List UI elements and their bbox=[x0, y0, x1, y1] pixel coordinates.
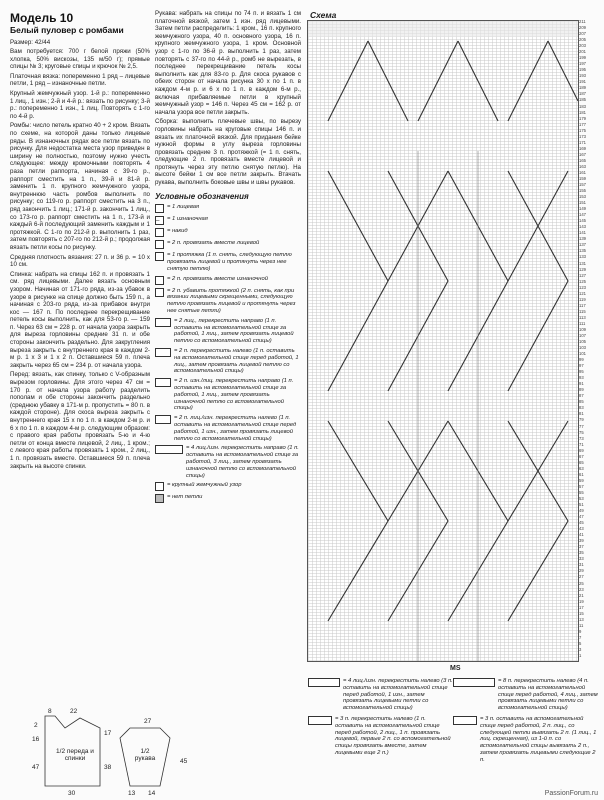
row-number: 1 bbox=[579, 652, 582, 658]
row-number: 41 bbox=[579, 532, 584, 538]
legend-item bbox=[155, 216, 301, 225]
legend-text: = 2 п. перекрестить налево (1 п. оставить на вспомогательной спице перед работой, 1 лиц., затем провязать лицевой петлю со вспомогательной спицы) bbox=[174, 348, 299, 375]
row-number: 63 bbox=[579, 465, 584, 471]
row-number: 13 bbox=[579, 616, 584, 622]
instruction-paragraph: Размер: 42/44 bbox=[10, 38, 51, 46]
row-number: 79 bbox=[579, 417, 584, 423]
row-number: 173 bbox=[579, 133, 586, 139]
row-number: 159 bbox=[579, 175, 586, 181]
row-number: 175 bbox=[579, 127, 586, 133]
legend-text: = 3 п. перекрестить налево (1 п. оставить на вспомогательной спице перед работой, 2 лиц., 1 п. провязать лицевой, первые 2 п. со вспомогательной спицы провязать вместе, затем лицевыми еще 2 п.) bbox=[335, 715, 451, 756]
purl-knit-cross-right-symbol-icon bbox=[155, 378, 171, 387]
eight-stitch-cross-symbol-icon bbox=[453, 678, 495, 687]
row-number: 65 bbox=[579, 459, 584, 465]
row-number: 61 bbox=[579, 471, 584, 477]
row-number: 5 bbox=[579, 640, 582, 646]
sleeve-label: 1/2 рукава bbox=[134, 748, 156, 762]
instruction-paragraph: Платочная вязка: попеременно 1 ряд – лицевые петли, 1 ряд – изнаночные петли. bbox=[10, 72, 150, 88]
legend-item bbox=[155, 228, 301, 237]
instruction-paragraph: Крупный жемчужный узор. 1-й р.: попеременно 1 лиц., 1 изн.; 2-й и 4-й р.: вязать по рисунку; 3-й р.: попеременно 1 изн., 1 лиц. Повторять с 1-го по 4-й р. bbox=[10, 90, 150, 120]
front-back-label: 1/2 переда и спинки bbox=[56, 748, 94, 762]
row-number: 183 bbox=[579, 103, 586, 109]
row-number: 23 bbox=[579, 586, 584, 592]
row-number: 55 bbox=[579, 489, 584, 495]
dimension-label: 16 bbox=[32, 736, 40, 743]
seed-stitch-symbol-icon bbox=[155, 482, 164, 491]
row-number: 121 bbox=[579, 290, 586, 296]
dimension-label: 14 bbox=[148, 790, 156, 797]
row-number: 11 bbox=[579, 622, 584, 628]
increase-cross-symbol-icon bbox=[453, 716, 477, 725]
legend-text: = накид bbox=[167, 228, 188, 235]
legend-item bbox=[308, 716, 453, 764]
instruction-paragraph: Сборка: выполнить плечевые швы, по вырезу горловины набрать на круговые спицы 146 п. и вязать их платочной вязкой. Для придания бейке нужной формы в углу выреза горловины провязать средние 3 п. протяжкой (= 1 п. снять, следующие 2 п. провязать вместе лицевой и протянуть через эту петлю снятую петлю). На высоте бейки 1 см все петли закрыть. Втачать рукава, выполнить боковые швы и швы рукавов. bbox=[155, 118, 301, 187]
legend-item bbox=[453, 716, 598, 764]
four-stitch-cross-left-symbol-icon bbox=[308, 678, 340, 687]
row-number: 77 bbox=[579, 423, 584, 429]
middle-stitch-label: MS bbox=[450, 665, 461, 672]
row-number: 99 bbox=[579, 357, 584, 363]
legend-item bbox=[155, 204, 301, 213]
row-number: 27 bbox=[579, 574, 584, 580]
legend-item bbox=[155, 276, 301, 285]
row-number: 113 bbox=[579, 314, 586, 320]
row-number: 165 bbox=[579, 157, 586, 163]
dimension-label: 30 bbox=[68, 790, 76, 797]
bottom-legend bbox=[308, 678, 598, 768]
dimension-label: 38 bbox=[104, 764, 112, 771]
row-number: 9 bbox=[579, 628, 582, 634]
dimension-label: 2 bbox=[34, 722, 38, 729]
legend-item bbox=[155, 494, 301, 503]
legend-item bbox=[453, 678, 598, 712]
instructions-column-2 bbox=[155, 10, 301, 506]
row-number: 29 bbox=[579, 568, 584, 574]
double-decrease-symbol-icon bbox=[155, 288, 164, 297]
row-number: 51 bbox=[579, 502, 584, 508]
legend-item bbox=[155, 252, 301, 272]
legend-text: = крупный жемчужный узор bbox=[167, 482, 242, 489]
legend-text: = 1 изнаночная bbox=[167, 216, 208, 223]
slip-decrease-symbol-icon bbox=[155, 252, 164, 261]
row-number: 67 bbox=[579, 453, 584, 459]
cross-left-symbol-icon bbox=[155, 348, 171, 357]
row-number: 197 bbox=[579, 61, 586, 67]
knit-symbol-icon bbox=[155, 204, 164, 213]
row-number: 59 bbox=[579, 477, 584, 483]
row-number: 157 bbox=[579, 182, 586, 188]
legend-text: = 2 п. лиц./изн. перекрестить налево (1 п. оставить на вспомогательной спице перед работой, 1 изн., затем провязать лицевой петлю со вспомогательной спицы) bbox=[174, 415, 297, 442]
dimension-label: 17 bbox=[104, 730, 112, 737]
k2tog-symbol-icon bbox=[155, 240, 164, 249]
row-number: 189 bbox=[579, 85, 586, 91]
row-number: 185 bbox=[579, 97, 586, 103]
row-number: 151 bbox=[579, 200, 586, 206]
row-number: 131 bbox=[579, 260, 586, 266]
row-number: 155 bbox=[579, 188, 586, 194]
legend-text: = 4 лиц./изн. перекрестить направо (1 п. оставить на вспомогательной спице за работой, 3 лиц., затем провязать изнаночной петлю со вспомогательной спицы) bbox=[186, 445, 299, 479]
instruction-paragraph: Спинка: набрать на спицы 162 п. и провязать 1 см. ряд лицевыми. Далее вязать основным узором. Начиная от 171-го ряда, из-за убавок в узоре в рисунке на спице должно быть 159 п., а начиная с 203-го ряда, из-за прибавок внутри кос — 167 п. По последнее перекрещивание петель косы выполнить, как для 53-го р. — 159 п. Через 63 см = 228 р. от начала узора закрыть для выреза горловины средние 31 п. и обе стороны закончить раздельно. Для закругления выреза закрыть с внутреннего края в каждом 2-м р. 1 х 3 и 1 х 2 п. Оставшиеся 59 п. плеча закрыть через 65 см = 234 р. от начала узора. bbox=[10, 270, 150, 369]
row-number: 81 bbox=[579, 411, 584, 417]
legend-text: = нет петли bbox=[167, 494, 203, 501]
legend-text: = 2 лиц., перекрестить направо (1 п. оставить на вспомогательной спице за работой, 1 лиц., затем провязать лицевой петлю со вспомогательной спицы) bbox=[174, 317, 294, 345]
schematic-drawing bbox=[10, 708, 200, 798]
purl-symbol-icon: – bbox=[155, 216, 164, 225]
three-stitch-cross-symbol-icon bbox=[308, 716, 332, 725]
dimension-label: 47 bbox=[32, 764, 40, 771]
row-number: 101 bbox=[579, 351, 586, 357]
row-number: 191 bbox=[579, 79, 586, 85]
row-number: 111 bbox=[579, 320, 586, 326]
diamond-pattern bbox=[308, 21, 578, 661]
row-number: 149 bbox=[579, 206, 586, 212]
row-number: 35 bbox=[579, 550, 584, 556]
row-number: 53 bbox=[579, 495, 584, 501]
row-number: 73 bbox=[579, 435, 584, 441]
row-number: 19 bbox=[579, 598, 584, 604]
row-number: 145 bbox=[579, 218, 586, 224]
dimension-label: 45 bbox=[180, 758, 188, 765]
chart-title: Схема bbox=[310, 10, 337, 20]
legend-item bbox=[155, 378, 301, 412]
dimension-label: 22 bbox=[70, 708, 78, 715]
row-number: 71 bbox=[579, 441, 584, 447]
instruction-paragraph: Перед: вязать, как спинку, только с V-образным вырезом горловины. Для этого через 47 см = 170 р. от начала узора работу разделить пополам и обе стороны закончить раздельно (среднюю убавку в 171-м р. пропустить = 80 п. в каждой стороне). Для скоса выреза закрыть с внутреннего края 15 х по 1 п. в каждом 2-м р. и 6 х по 1 п. в каждом 4-м р. следующим образом: с правого края работы провязать 5-ю и 4-ю петли от конца вместе лицевой, 2 лиц., 1 кром.; с левого края работы провязать 1 кром., 2 лиц., 1 п. провязать вместе. Оставшиеся 59 п. плеча закрыть на высоте спинки. bbox=[10, 371, 150, 470]
instruction-paragraph: Вам потребуется: 700 г белой пряжи (50% хлопка, 50% вискозы, 135 м/50 г); прямые спицы № 3; круговые спицы и крючок № 2,5. bbox=[10, 48, 150, 71]
row-number: 45 bbox=[579, 520, 584, 526]
row-number: 117 bbox=[579, 302, 586, 308]
yarn-over-symbol-icon bbox=[155, 228, 164, 237]
row-number: 115 bbox=[579, 308, 586, 314]
instructions-column-1 bbox=[10, 12, 150, 472]
row-number: 129 bbox=[579, 266, 586, 272]
row-number: 83 bbox=[579, 405, 584, 411]
row-number: 17 bbox=[579, 604, 584, 610]
legend-item bbox=[155, 445, 301, 479]
row-number: 15 bbox=[579, 610, 584, 616]
row-number: 139 bbox=[579, 236, 586, 242]
row-number: 141 bbox=[579, 230, 586, 236]
row-number: 167 bbox=[579, 151, 586, 157]
instruction-paragraph: Ромбы: число петель кратно 40 + 2 кром. Вязать по схеме, на которой даны только лицевые ряды. В изнаночных рядах все петли вязать по рисунку. Для недостатка места узор приведен в ширину не полностью, поэтому нужно учесть следующее: между кромочными повторять 4 раза петли раппорта, начиная с 39-го р., раппорт сместить на 1 п., 39-й и 81-й р. заменить 1 п. крупного жемчужного узора, внутреннюю часть ромбов выполнить по рисунку; со 119-го р. раппорт сместить на 3 п., ряд закончить 1 лиц.; 171-й р. закончить 1 лиц., со 173-го р. раппорт сместить на 1 п., 173-й и каждый 6-й последующий заменить каждым и 1 протяжкой. С 1-го по 212-й р. выполнить 1 раз, затем повторять с 207-го по 212-й р.; продолжая вязать петли косы по рисунку. bbox=[10, 122, 150, 251]
row-number: 33 bbox=[579, 556, 584, 562]
row-number: 25 bbox=[579, 580, 584, 586]
row-number: 91 bbox=[579, 381, 584, 387]
legend-item bbox=[155, 240, 301, 249]
row-number: 75 bbox=[579, 429, 584, 435]
cross-right-symbol-icon bbox=[155, 318, 171, 327]
row-number: 69 bbox=[579, 447, 584, 453]
row-number: 39 bbox=[579, 538, 584, 544]
row-number: 199 bbox=[579, 55, 586, 61]
row-number: 135 bbox=[579, 248, 586, 254]
legend-text: = 2 п. убавить протяжкой (2 п. снять, как при вязании лицевыми скрещенными, следующую петлю провязать лицевой и протянуть через нее снятые петли) bbox=[167, 287, 296, 315]
dimension-label: 27 bbox=[144, 718, 152, 725]
legend-text: = 2 п. изн./лиц. перекрестить направо (1 п. оставить на вспомогательной спице за работой, 1 лиц., затем провязать изнаночной петлю со вспомогательной спицы) bbox=[174, 378, 294, 412]
row-number: 87 bbox=[579, 393, 584, 399]
instruction-paragraph: Средняя плотность вязания: 27 п. и 36 р. = 10 х 10 см. bbox=[10, 253, 150, 269]
knit-purl-cross-left-symbol-icon bbox=[155, 415, 171, 424]
row-number: 119 bbox=[579, 296, 586, 302]
legend-text: = 1 протяжка (1 п. снять, следующую петлю провязать лицевой и протянуть через нее снятую петлю) bbox=[167, 252, 292, 272]
legend-item bbox=[155, 288, 301, 315]
legend-text: = 2 п. провязать вместе лицевой bbox=[167, 240, 260, 247]
legend-item bbox=[155, 318, 301, 345]
garment-schematic bbox=[10, 708, 200, 798]
no-stitch-symbol-icon bbox=[155, 494, 164, 503]
row-number: 193 bbox=[579, 73, 586, 79]
row-number: 143 bbox=[579, 224, 586, 230]
legend-text: = 2 п. провязать вместе изнаночной bbox=[167, 275, 268, 282]
row-number: 47 bbox=[579, 514, 584, 520]
row-number: 201 bbox=[579, 49, 586, 55]
row-number: 133 bbox=[579, 254, 586, 260]
row-number: 171 bbox=[579, 139, 586, 145]
row-number: 95 bbox=[579, 369, 584, 375]
row-number: 93 bbox=[579, 375, 584, 381]
row-number: 105 bbox=[579, 339, 586, 344]
row-number: 57 bbox=[579, 483, 584, 489]
legend-item bbox=[155, 415, 301, 442]
dimension-label: 8 bbox=[48, 708, 52, 715]
row-number: 207 bbox=[579, 31, 586, 37]
row-number: 97 bbox=[579, 363, 584, 369]
row-number: 169 bbox=[579, 145, 586, 151]
model-subtitle: Белый пуловер с ромбами bbox=[10, 25, 124, 35]
row-number: 85 bbox=[579, 399, 584, 405]
legend-text: = 1 лицевая bbox=[167, 204, 200, 211]
row-number: 89 bbox=[579, 387, 584, 393]
row-number: 125 bbox=[579, 278, 586, 284]
legend-title: Условные обозначения bbox=[155, 191, 249, 201]
row-number: 137 bbox=[579, 242, 586, 248]
row-number: 103 bbox=[579, 345, 586, 351]
row-number: 147 bbox=[579, 212, 586, 218]
row-numbers bbox=[579, 20, 601, 660]
row-number: 37 bbox=[579, 544, 584, 550]
legend-text: = 4 лиц./изн. перекрестить налево (3 п. оставить на вспомогательной спице перед работой, 1 изн., затем провязать лицевыми петли со вспомогательной спицы) bbox=[343, 678, 453, 712]
row-number: 187 bbox=[579, 91, 586, 97]
row-number: 31 bbox=[579, 562, 584, 568]
row-number: 21 bbox=[579, 592, 584, 598]
row-number: 49 bbox=[579, 508, 584, 514]
legend-item bbox=[155, 348, 301, 375]
row-number: 123 bbox=[579, 284, 586, 290]
row-number: 209 bbox=[579, 25, 586, 31]
row-number: 7 bbox=[579, 634, 582, 640]
watermark: PassionForum.ru bbox=[544, 790, 598, 797]
instruction-paragraph: Рукава: набрать на спицы по 74 п. и вязать 1 см платочной вязкой, затем 1 изн. ряд лицевыми. Затем петли распределить: 1 кром., 16 п. крупного жемчужного узора, 40 п. основного узора, 16 п. крупного жемчужного узора, 1 кром. Основной узор с 1-го по 36-й р. выполнить 1 раз, затем повторять с 37-го по 44-й р., ромб не вырезать, в последнее перекрещивание петель косы выполнить как для 83-го р. Для скоса рукавов с обеих сторон от начала рисунка 30 х по 1 п. в каждом 4-м р. и 6 х по 1 п. в каждом 6-м р., включая прибавляемые петли в крупный жемчужный узор = 146 п. Через 45 см = 162 р. от начала узора все петли закрыть. bbox=[155, 10, 301, 116]
row-number: 127 bbox=[579, 272, 586, 278]
four-stitch-cross-right-symbol-icon bbox=[155, 445, 183, 454]
dimension-label: 13 bbox=[128, 790, 136, 797]
legend-item bbox=[308, 678, 453, 712]
row-number: 161 bbox=[579, 169, 586, 175]
row-number: 163 bbox=[579, 163, 586, 169]
row-number: 181 bbox=[579, 109, 586, 115]
legend-text: = 8 п. перекрестить налево (4 п. оставить на вспомогательной спице перед работой, 4 лиц., затем провязать лицевыми петли со вспомогательной спицы) bbox=[498, 678, 598, 712]
row-number: 43 bbox=[579, 526, 584, 532]
legend-text: = 3 п. оставить на вспомогательной спице перед работой, 2 п. лиц., со следующей петли вывязать 2 п. (1 лиц., 1 лиц. скрещенная), из 1-й п. со вспомогательной спицы вывязать 2 п., затем провязать лицевыми следующие 2 п. bbox=[480, 715, 597, 763]
row-number: 109 bbox=[579, 326, 586, 332]
row-number: 211 bbox=[579, 19, 586, 24]
model-title: Модель 10 bbox=[10, 11, 74, 25]
legend-item bbox=[155, 482, 301, 491]
row-number: 153 bbox=[579, 194, 586, 200]
row-number: 107 bbox=[579, 332, 586, 338]
row-number: 203 bbox=[579, 43, 586, 49]
row-number: 205 bbox=[579, 37, 586, 43]
row-number: 3 bbox=[579, 646, 582, 652]
row-number: 177 bbox=[579, 121, 586, 127]
row-number: 179 bbox=[579, 115, 586, 121]
row-number: 195 bbox=[579, 67, 586, 73]
p2tog-symbol-icon bbox=[155, 276, 164, 285]
